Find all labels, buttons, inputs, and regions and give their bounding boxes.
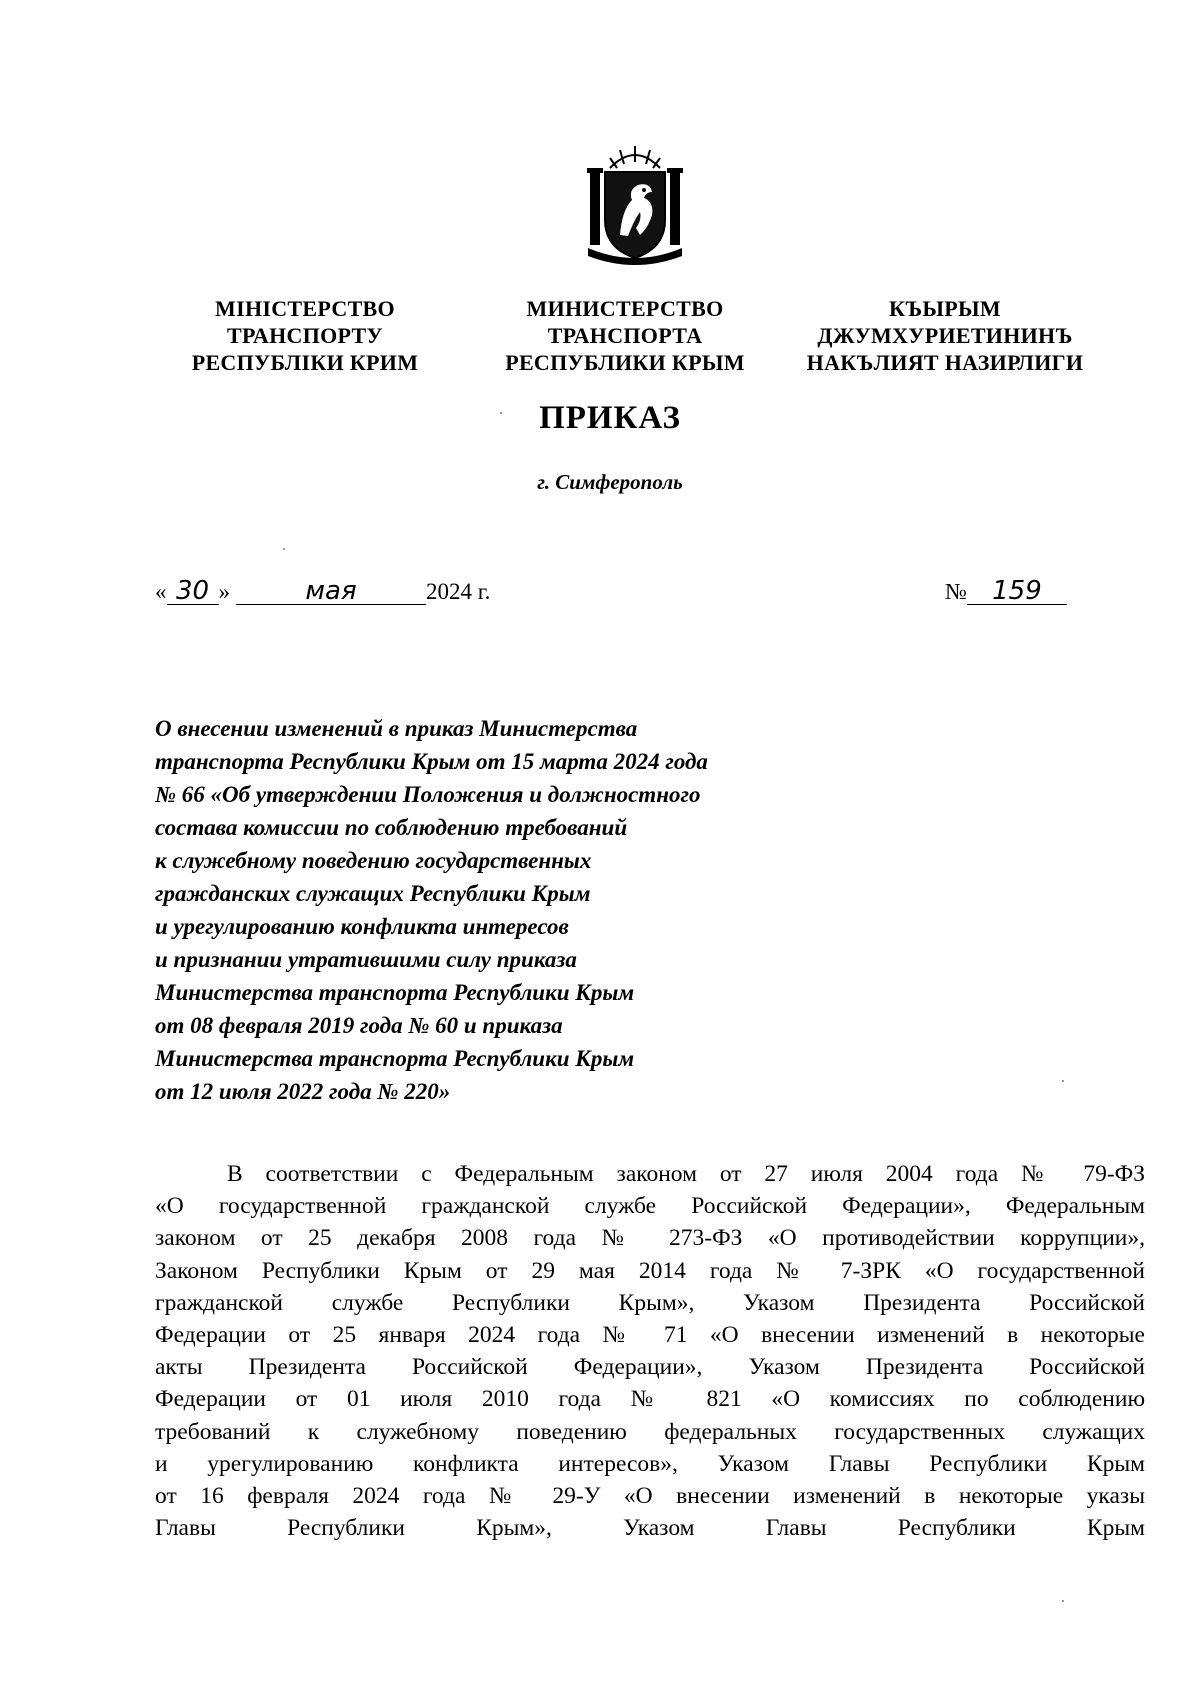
subject-line: № 66 «Об утверждении Положения и должностного [155,782,701,807]
body-line: В соответствии с Федеральным законом от 27 июля 2004 года № 79-ФЗ [227,1161,1145,1187]
scan-speck [283,548,285,550]
body-line: Федерации от 01 июля 2010 года № 821 «О комиссиях по соблюдению [155,1386,1145,1413]
date-year: 2024 г. [426,579,491,604]
header-line: НАКЪЛИЯТ НАЗИРЛИГИ [806,350,1084,375]
scan-speck [1062,1600,1064,1602]
body-line: требований к служебному поведению федеральных государственных служащих [155,1418,1145,1445]
subject-line: О внесении изменений в приказ Министерства [155,716,638,741]
header-line: МИНИСТЕРСТВО [526,296,724,321]
subject-line: состава комиссии по соблюдению требований [155,815,628,840]
document-body [155,1158,1145,1544]
subject-line: гражданских служащих Республики Крым [155,881,591,906]
date-open-quote: « [155,579,167,604]
document-date [155,578,490,605]
body-line: от 16 февраля 2024 года № 29-У «О внесении изменений в некоторые указы [155,1483,1145,1510]
document-number [945,578,1067,605]
subject-line: и урегулированию конфликта интересов [155,914,569,939]
body-line: Федерации от 25 января 2024 года № 71 «О внесении изменений в некоторые [155,1322,1145,1349]
body-line: и урегулированию конфликта интересов», Указом Главы Республики Крым [155,1450,1145,1477]
header-line: КЪЫРЫМ [889,296,1001,321]
header-line: ТРАНСПОРТА [547,323,703,348]
header-ukrainian [160,295,450,376]
header-line: РЕСПУБЛИКИ КРЫМ [505,350,745,375]
crimea-coat-of-arms-icon [580,140,690,270]
subject-line: транспорта Республики Крым от 15 марта 2024 года [155,749,708,774]
scan-speck [500,412,502,414]
body-line: гражданской службе Республики Крым», Указом Президента Российской [155,1289,1145,1316]
date-month: мая [236,578,426,605]
scan-speck [1062,1080,1064,1082]
subject-line: от 12 июля 2022 года № 220» [155,1079,451,1104]
header-line: ТРАНСПОРТУ [227,323,383,348]
number-value: 159 [967,578,1067,605]
number-label: № [945,579,967,604]
subject-line: Министерства транспорта Республики Крым [155,980,635,1005]
subject-line: Министерства транспорта Республики Крым [155,1046,635,1071]
header-line: ДЖУМХУРИЕТИНИНЪ [817,323,1073,348]
document-subject [155,712,875,1108]
header-russian [480,295,770,376]
body-line: Главы Республики Крым», Указом Главы Республики Крым [155,1515,1145,1542]
subject-line: к служебному поведению государственных [155,848,592,873]
header-line: РЕСПУБЛІКИ КРИМ [191,350,419,375]
date-close-quote: » [218,579,230,604]
header-line: МІНІСТЕРСТВО [215,296,395,321]
document-city: г. Симферополь [537,470,683,494]
ministry-header [160,295,1100,395]
subject-line: от 08 февраля 2019 года № 60 и приказа [155,1013,563,1038]
body-line: акты Президента Российской Федерации», Указом Президента Российской [155,1354,1145,1381]
subject-line: и признании утратившими силу приказа [155,947,577,972]
date-day: 30 [167,578,219,605]
body-line: законом от 25 декабря 2008 года № 273-ФЗ «О противодействии коррупции», [155,1225,1145,1252]
document-type: ПРИКАЗ [539,400,681,436]
body-line: «О государственной гражданской службе Российской Федерации», Федеральным [155,1193,1145,1220]
body-line: Законом Республики Крым от 29 мая 2014 года № 7-ЗРК «О государственной [155,1257,1145,1284]
header-crimean-tatar [780,295,1110,376]
